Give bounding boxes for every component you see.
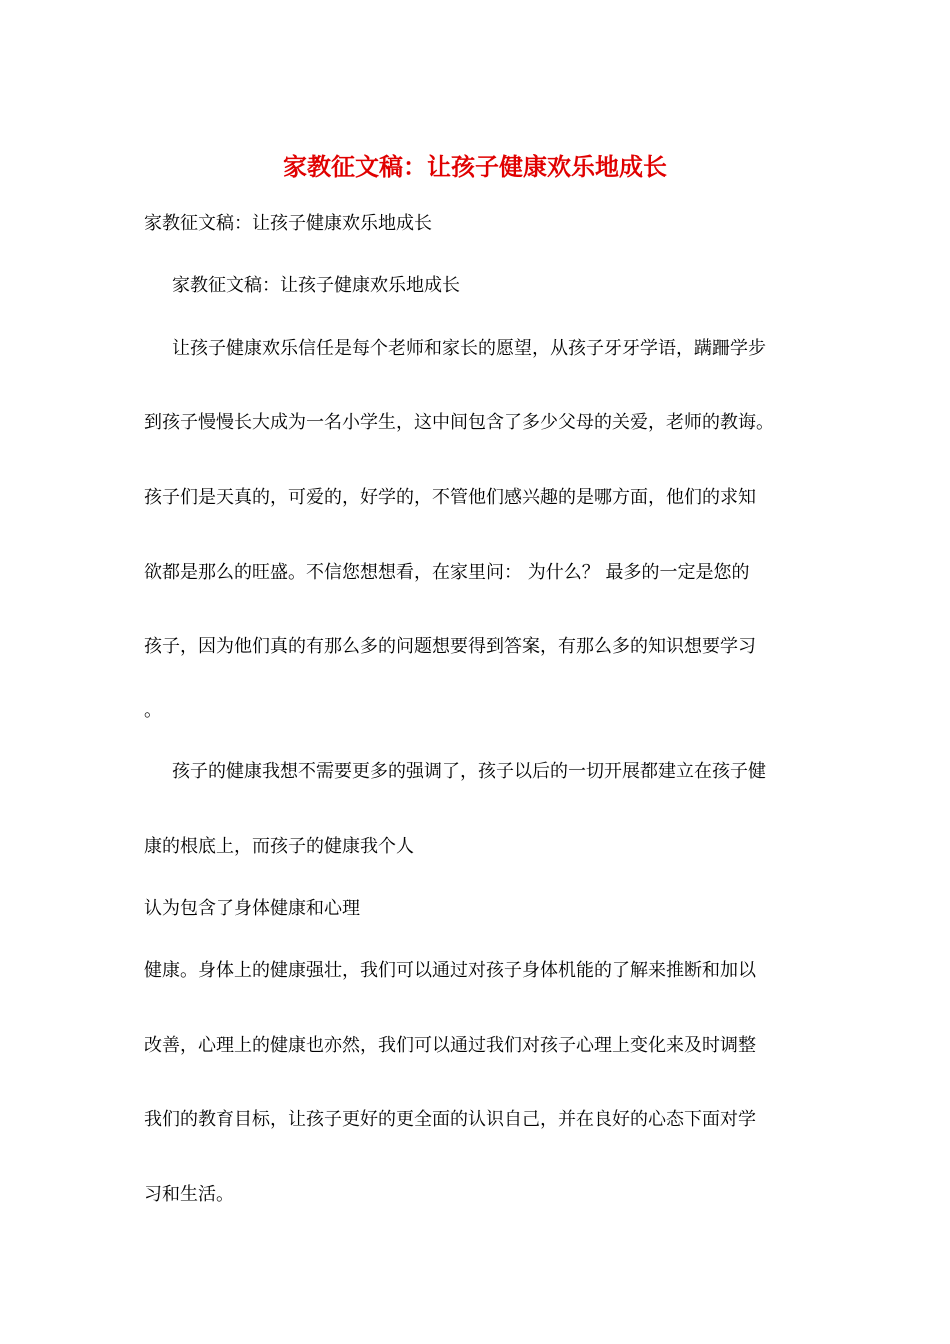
paragraph-line: 孩子的健康我想不需要更多的强调了，孩子以后的一切开展都建立在孩子健	[172, 761, 766, 782]
paragraph-line: 健康。身体上的健康强壮，我们可以通过对孩子身体机能的了解来推断和加以	[144, 960, 756, 981]
paragraph-line: 让孩子健康欢乐信任是每个老师和家长的愿望，从孩子牙牙学语，蹒跚学步	[172, 338, 766, 359]
paragraph-line: 我们的教育目标，让孩子更好的更全面的认识自己，并在良好的心态下面对学	[144, 1109, 756, 1130]
paragraph-line: 改善，心理上的健康也亦然，我们可以通过我们对孩子心理上变化来及时调整	[144, 1035, 756, 1056]
document-title: 家教征文稿：让孩子健康欢乐地成长	[283, 152, 667, 181]
subtitle-line: 家教征文稿：让孩子健康欢乐地成长	[144, 213, 432, 234]
paragraph-line: 家教征文稿：让孩子健康欢乐地成长	[172, 275, 460, 296]
paragraph-line: 习和生活。	[144, 1184, 234, 1205]
paragraph-line: 欲都是那么的旺盛。不信您想想看，在家里问： 为什么？ 最多的一定是您的	[144, 562, 750, 583]
paragraph-line: 认为包含了身体健康和心理	[144, 898, 360, 919]
paragraph-line: 。	[144, 700, 162, 721]
paragraph-line: 到孩子慢慢长大成为一名小学生，这中间包含了多少父母的关爱，老师的教诲。	[144, 412, 774, 433]
paragraph-line: 孩子们是天真的，可爱的，好学的，不管他们感兴趣的是哪方面，他们的求知	[144, 487, 756, 508]
paragraph-line: 康的根底上，而孩子的健康我个人	[144, 836, 414, 857]
paragraph-line: 孩子，因为他们真的有那么多的问题想要得到答案，有那么多的知识想要学习	[144, 636, 756, 657]
